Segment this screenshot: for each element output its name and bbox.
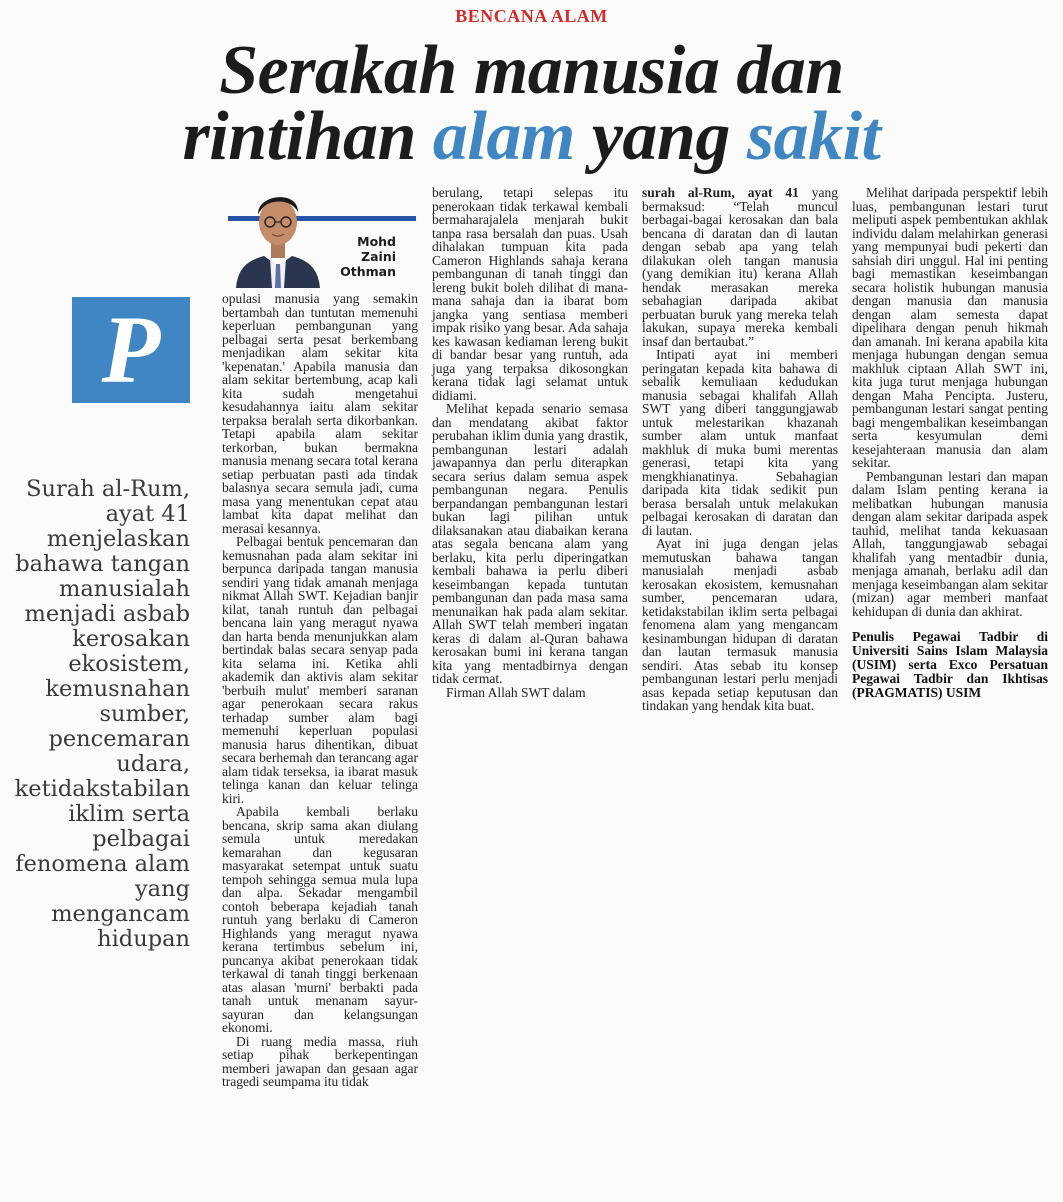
paragraph: berulang, tetapi selepas itu penerokaan tidak terkawal kembali bermaharajalela menjarah bukit tanpa rasa bersalah dan puas. Usah dihalakan tumpuan kita pada Cameron Highlands sahaja kerana pembangunan di tanah tinggi dan lereng bukit boleh dilihat di mana-mana sahaja dan ia ibarat bom jangka yang sentiasa memberi impak risiko yang besar. Ada sahaja kes kawasan kediaman lereng bukit di bandar besar yang runtuh, ada juga yang terpaksa dikosongkan kerana tidak lagi selamat untuk didiami. xyxy=(432,185,628,403)
author-signature: Penulis Pegawai Tadbir di Universiti Sains Islam Malaysia (USIM) serta Exco Persatuan Pegawai Tadbir dan Ikhtisas (PRAGMATIS) USIM xyxy=(852,629,1048,700)
paragraph: opulasi manusia yang semakin bertambah dan tuntutan memenuhi keperluan pembangunan yang pelbagai serta pesat berkembang menjadikan alam sekitar kita 'kepenatan.' Apabila manusia dan alam sekitar bertembung, acap kali kita sudah mengetahui kesudahannya iaitu alam sekitar terpaksa beralah serta dikorbankan. Tetapi apabila alam sekitar terkorban, bukan bermakna manusia menang secara total kerana setiap perbuatan pasti ada tindak balasnya secara semula jadi, cuma masa yang menentukan cepat atau lambat kita dapat melihat dan merasai kesannya. xyxy=(222,291,418,536)
section-rubric: BENCANA ALAM xyxy=(455,6,608,26)
author-photo xyxy=(228,174,328,288)
author-name: Mohd Zaini Othman xyxy=(340,234,396,279)
paragraph: Apabila kembali berlaku bencana, skrip sama akan diulang semula untuk meredakan kemarahan dan kegusaran masyarakat setempat untuk suatu tempoh sehingga semua mula lupa dan alpa. Sekadar mengambil contoh beberapa kejadiah tanah runtuh yang berlaku di Cameron Highlands yang meragut nyawa kerana tertimbus sebelum ini, puncanya akibat penerokaan tidak terkawal di tanah tinggi berkenaan atas alasan 'murni' berbakti pada tanah untuk menanam sayur-sayuran dan kelangsungan ekonomi. xyxy=(222,804,418,1035)
headline-line-2: rintihan alam yang sakit xyxy=(182,98,881,175)
drop-cap: P xyxy=(72,297,190,403)
paragraph: Intipati ayat ini memberi peringatan kepada kita bahawa di sebalik kemuliaan kedudukan manusia sebagai khalifah Allah SWT yang diberi tanggungjawab untuk melestarikan khazanah sumber alam untuk manfaat makhluk di muka bumi merentas generasi, tetapi kita yang mengkhianatinya. Sebahagian daripada kita tidak sedikit pun berasa bersalah untuk melakukan pelbagai kerosakan di daratan dan di lautan. xyxy=(642,347,838,538)
paragraph: Pembangunan lestari dan mapan dalam Islam penting kerana ia melibatkan hubungan manusia dengan alam sekitar daripada aspek tauhid, melihat tanda kekuasaan Allah, tanggungjawab sebagai khalifah yang mentadbir dunia, menjaga amanah, berlaku adil dan menjaga keseimbangan alam sekitar (mizan) agar memberi manfaat kehidupan di dunia dan akhirat. xyxy=(852,468,1048,619)
column-3 xyxy=(642,186,838,713)
paragraph: Di ruang media massa, riuh setiap pihak berkepentingan memberi jawapan dan gesaan agar tragedi seumpama itu tidak xyxy=(222,1033,418,1089)
paragraph: Melihat kepada senario semasa dan mendatang akibat faktor perubahan iklim dunia yang drastik, pembangunan lestari adalah jawapannya dan perlu diterapkan secara serius dalam semua aspek pembangunan negara. Penulis berpandangan pembangunan lestari bukan lagi pilihan untuk dilaksanakan atau diabaikan kerana atas segala bencana alam yang berlaku, kita perlu diperingatkan kembali bahawa ia perlu diberi keseimbangan kepada tuntutan pembangunan dan pada masa sama menunaikan hak pada alam sekitar. Allah SWT telah memberi ingatan keras di dalam al-Quran bahawa kerosakan bumi ini kerana tangan kita yang mentadbirnya dengan tidak cermat. xyxy=(432,401,628,686)
column-4 xyxy=(852,186,1048,700)
column-2 xyxy=(432,186,628,699)
paragraph: Firman Allah SWT dalam xyxy=(446,684,586,700)
column-1 xyxy=(222,292,418,1089)
paragraph: Melihat daripada perspektif lebih luas, pembangunan lestari turut meliputi aspek pembentukan akhlak individu dalam melahirkan generasi yang mempunyai budi pekerti dan sahsiah diri unggul. Hal ini penting bagi memastikan keseimbangan secara holistik hubungan manusia dengan manusia dan manusia dengan alam semesta dapat dipelihara dengan penuh hikmah dan amanah. Ini kerana apabila kita menjaga hubungan dengan semua makhluk ciptaan Allah SWT ini, kita juga turut menjaga hubungan dengan Maha Pencipta. Justeru, pembangunan lestari sangat penting bagi mengembalikan keseimbangan serta kesyumulan demi kesejahteraan manusia dan alam sekitar. xyxy=(852,185,1048,470)
paragraph: Pelbagai bentuk pencemaran dan kemusnahan pada alam sekitar ini berpunca daripada tangan manusia sendiri yang tidak amanah menjaga nikmat Allah SWT. Kejadian banjir kilat, tanah runtuh dan pelbagai bencana lain yang meragut nyawa dan harta benda menunjukkan alam bertindak balas secara senyap pada kita selama ini. Ketika ahli akademik dan aktivis alam sekitar 'berbuih mulut' memberi saranan agar penerokaan secara rakus terhadap sumber alam bagi memenuhi keperluan populasi manusia harus dihentikan, dibuat secara berhemah dan terancang agar alam tidak terseksa, ia ibarat masuk telinga kanan dan keluar telinga kiri. xyxy=(222,534,418,806)
paragraph: surah al-Rum, ayat 41 yang bermaksud: “Telah muncul berbagai-bagai kerosakan dan bala bencana di daratan dan di lautan dengan sebab apa yang telah dilakukan oleh tangan manusia (yang demikian itu) kerana Allah hendak merasakan mereka sebahagian daripada akibat perbuatan buruk yang mereka telah lakukan, supaya mereka kembali insaf dan bertaubat.” xyxy=(642,185,838,349)
headline-line-1: Serakah manusia dan xyxy=(219,32,844,109)
headline xyxy=(0,32,1063,175)
pull-quote: Surah al-Rum, ayat 41 menjelaskan bahawa tangan manusialah menjadi asbab kerosakan ekosistem, kemusnahan sumber, pencemaran udara, ketidakstabilan iklim serta pelbagai fenomena alam yang mengancam hidupan xyxy=(14,476,190,952)
paragraph: Ayat ini juga dengan jelas memutuskan bahawa tangan manusialah menjadi asbab kerosakan ekosistem, kemusnahan sumber, pencemaran udara, ketidakstabilan iklim serta pelbagai fenomena alam yang mengancam kesinambungan hidupan di daratan dan lautan termasuk manusia sendiri. Atas sebab itu konsep pembangunan lestari perlu menjadi asas kepada setiap keputusan dan tindakan yang hendak kita buat. xyxy=(642,536,838,713)
